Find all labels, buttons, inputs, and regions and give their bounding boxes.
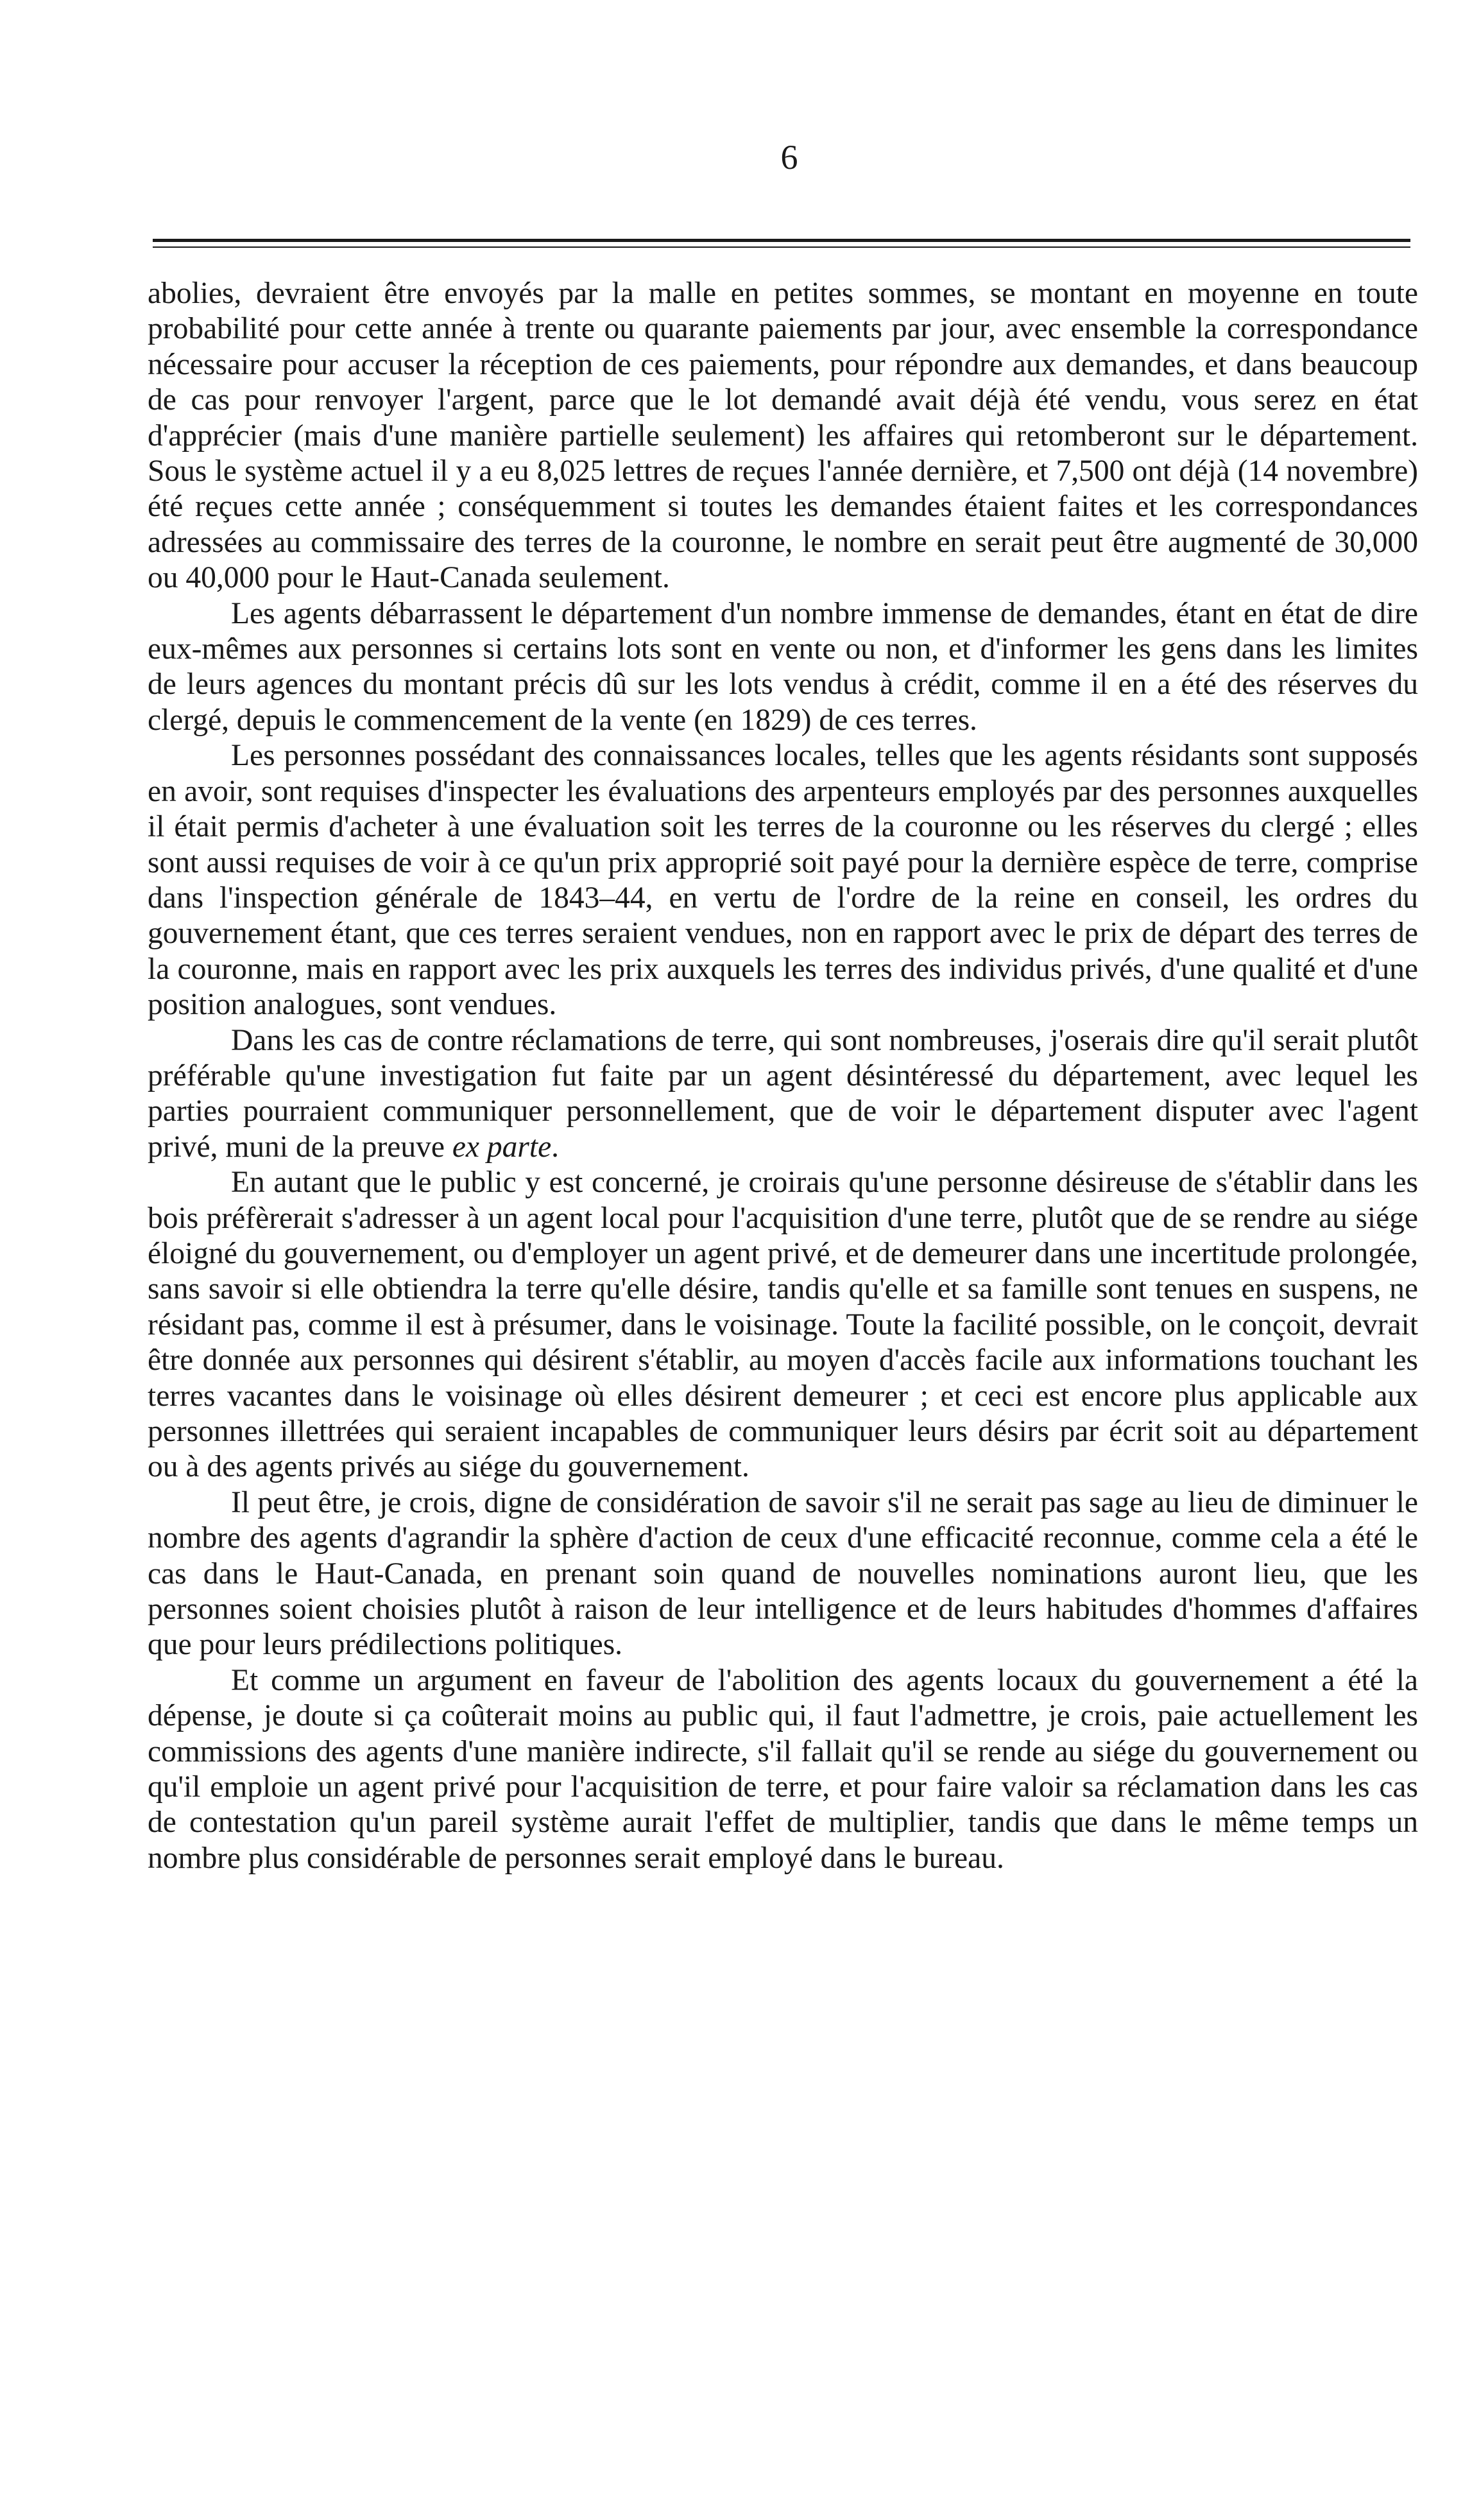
paragraph-local-knowledge: Les personnes possédant des connaissances locales, telles que les agents résidants sont supposés en avoir, sont requises d'inspecter les évaluations des arpenteurs employés par des personnes auxquelles il était permis d'acheter à une évaluation soit les terres de la couronne ou les réserves du clergé ; elles sont aussi requises de voir à ce qu'un prix approprié soit payé pour la dernière espèce de terre, comprise dans l'inspection générale de 1843–44, en vertu de l'ordre de la reine en conseil, les ordres du gouvernement étant, que ces terres seraient vendues, non en rapport avec le prix de départ des terres de la couronne, mais en rapport avec les prix auxquels les terres des individus privés, d'une qualité et d'une position analogues, sont vendues. bbox=[148, 739, 1418, 1022]
paragraph-public-interest: En autant que le public y est concerné, je croirais qu'une personne désireuse de s'établir dans les bois préfèrerait s'adresser à un agent local pour l'acquisition d'une terre, plutôt que de se rendre au siége éloigné du gouvernement, ou d'employer un agent privé, et de demeurer dans une incertitude prolongée, sans savoir si elle obtiendra la terre qu'elle désire, tandis qu'elle et sa famille sont tenues en suspens, ne résidant pas, comme il est à présumer, dans le voisinage. Toute la facilité possible, on le conçoit, devrait être donnée aux personnes qui désirent s'établir, au moyen d'accès facile aux informations touchant les terres vacantes dans le voisinage où elles désirent demeurer ; et ceci est encore plus applicable aux personnes illettrées qui seraient incapables de communiquer leurs désirs par écrit soit au département ou à des agents privés au siége du gouvernement. bbox=[148, 1166, 1418, 1484]
paragraph-continuation: abolies, devraient être envoyés par la malle en petites sommes, se montant en moyenne en toute probabilité pour cette année à trente ou quarante paiements par jour, avec ensemble la correspondance nécessaire pour accuser la réception de ces paiements, pour répondre aux demandes, et dans beaucoup de cas pour renvoyer l'argent, parce que le lot demandé avait déjà été vendu, vous serez en état d'apprécier (mais d'une manière partielle seulement) les affaires qui retomberont sur le département. Sous le système actuel il y a eu 8,025 lettres de reçues l'année dernière, et 7,500 ont déjà (14 novembre) été reçues cette année ; conséquemment si toutes les demandes étaient faites et les correspondances adressées au commissaire des terres de la couronne, le nombre en serait peut être augmenté de 30,000 ou 40,000 pour le Haut-Canada seulement. bbox=[148, 277, 1418, 595]
paragraph-counter-claims bbox=[148, 1023, 1418, 1166]
paragraph-agents: Les agents débarrassent le département d'un nombre immense de demandes, étant en état de dire eux-mêmes aux personnes si certains lots sont en vente ou non, et d'informer les gens dans les limites de leurs agences du montant précis dû sur les lots vendus à crédit, comme il en a été des réserves du clergé, depuis le commencement de la vente (en 1829) de ces terres. bbox=[148, 596, 1418, 737]
header-rule-thick bbox=[153, 239, 1410, 242]
header-rule-thin bbox=[153, 246, 1410, 248]
body-text bbox=[148, 276, 1418, 1876]
paragraph-consideration: Il peut être, je crois, digne de considération de savoir s'il ne serait pas sage au lieu de diminuer le nombre des agents d'agrandir la sphère d'action de ceux d'une efficacité reconnue, comme cela a été le cas dans le Haut-Canada, en prenant soin quand de nouvelles nominations auront lieu, que les personnes soient choisies plutôt à raison de leur intelligence et de leurs habitudes d'hommes d'affaires que pour leurs prédilections politiques. bbox=[148, 1485, 1418, 1662]
page-number: 6 bbox=[780, 138, 798, 177]
paragraph-expense-argument: Et comme un argument en faveur de l'abolition des agents locaux du gouvernement a été la dépense, je doute si ça coûterait moins au public qui, il faut l'admettre, je crois, paie actuellement les commissions des agents d'une manière indirecte, s'il fallait qu'il se rende au siége du gouvernement ou qu'il emploie un agent privé pour l'acquisition de terre, et pour faire valoir sa réclamation dans les cas de contestation qu'un pareil système aurait l'effet de multiplier, tandis que dans le même temps un nombre plus considérable de personnes serait employé dans le bureau. bbox=[148, 1663, 1418, 1875]
italic-ex-parte: ex parte bbox=[452, 1130, 552, 1164]
paragraph-counter-claims-end: . bbox=[551, 1130, 560, 1164]
paragraph-counter-claims-text: Dans les cas de contre réclamations de terre, qui sont nombreuses, j'oserais dire qu'il serait plutôt préférable qu'une investigation fut faite par un agent désintéressé du département, avec lequel les parties pourraient communiquer personnellement, que de voir le département disputer avec l'agent privé, muni de la preuve bbox=[148, 1023, 1418, 1164]
